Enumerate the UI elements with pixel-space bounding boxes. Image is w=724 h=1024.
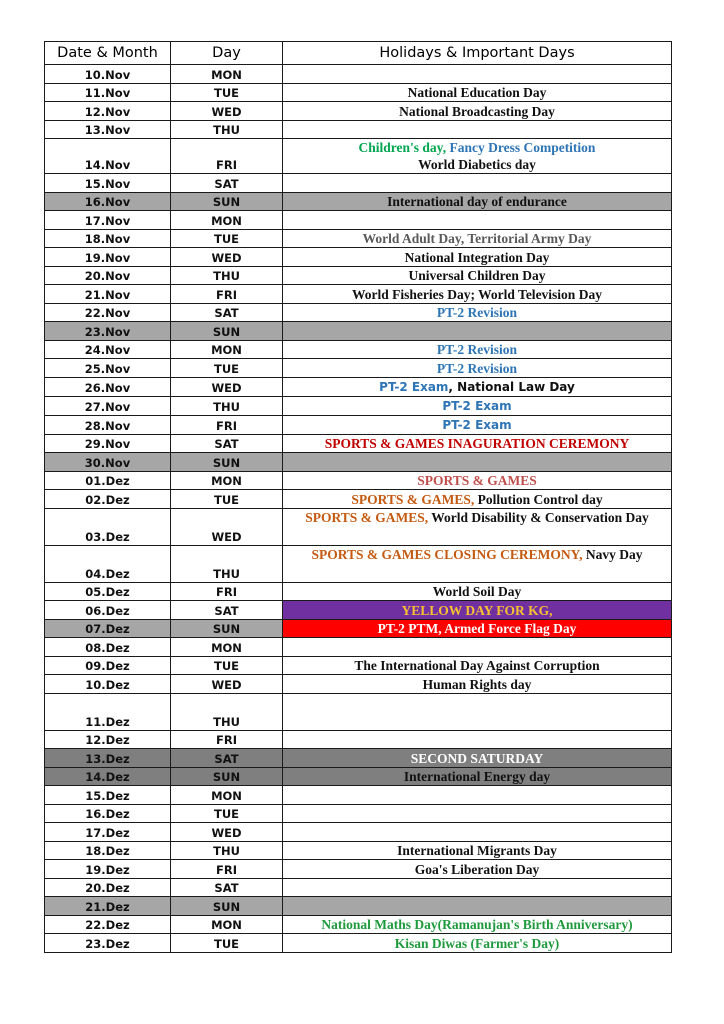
- event-line: [285, 750, 669, 767]
- column-header-date: Date & Month: [45, 42, 171, 65]
- table-row: [45, 377, 672, 396]
- table-row: [45, 508, 672, 545]
- event-line: [285, 916, 669, 933]
- table-row: [45, 860, 672, 879]
- table-row: [45, 601, 672, 620]
- date-cell: 11.Dez: [45, 693, 171, 730]
- events-cell: [283, 878, 672, 897]
- table-row: [45, 693, 672, 730]
- date-cell: 23.Dez: [45, 934, 171, 953]
- event-text: World Adult Day, Territorial Army Day: [362, 231, 592, 246]
- day-cell: SAT: [171, 601, 283, 620]
- events-cell: [283, 211, 672, 230]
- date-cell: 15.Nov: [45, 174, 171, 193]
- event-text: Goa's Liberation Day: [414, 861, 540, 877]
- event-text: SPORTS & GAMES,: [305, 509, 432, 525]
- day-cell: FRI: [171, 415, 283, 434]
- day-cell: WED: [171, 508, 283, 545]
- table-row: [45, 192, 672, 211]
- events-cell: [283, 102, 672, 121]
- day-cell: SUN: [171, 192, 283, 211]
- event-text: PT-2 PTM, Armed Force Flag Day: [377, 621, 577, 636]
- events-cell: [283, 823, 672, 842]
- event-line: [285, 156, 669, 173]
- events-cell: [283, 192, 672, 211]
- date-cell: 20.Dez: [45, 878, 171, 897]
- event-line: [285, 583, 669, 600]
- date-cell: 16.Nov: [45, 192, 171, 211]
- date-cell: 14.Nov: [45, 139, 171, 174]
- day-cell: TUE: [171, 359, 283, 378]
- day-cell: FRI: [171, 285, 283, 304]
- table-row: [45, 656, 672, 675]
- table-row: [45, 545, 672, 582]
- day-cell: SUN: [171, 619, 283, 638]
- event-text: National Broadcasting Day: [399, 103, 555, 119]
- date-cell: 18.Nov: [45, 229, 171, 248]
- events-cell: [283, 453, 672, 472]
- event-line: [285, 360, 669, 377]
- events-cell: [283, 749, 672, 768]
- event-text: World Soil Day: [432, 584, 522, 599]
- table-row: [45, 841, 672, 860]
- event-text: World Fisheries Day; World Television Day: [352, 286, 602, 302]
- table-row: [45, 266, 672, 285]
- table-row: [45, 915, 672, 934]
- events-cell: [283, 693, 672, 730]
- day-cell: SAT: [171, 878, 283, 897]
- table-row: [45, 359, 672, 378]
- events-cell: [283, 804, 672, 823]
- day-cell: WED: [171, 675, 283, 694]
- event-line: [285, 397, 669, 415]
- event-text: SPORTS & GAMES INAGURATION CEREMONY: [324, 436, 630, 451]
- date-cell: 15.Dez: [45, 786, 171, 805]
- events-cell: [283, 303, 672, 322]
- day-cell: FRI: [171, 582, 283, 601]
- event-line: [285, 267, 669, 284]
- events-cell: [283, 174, 672, 193]
- date-cell: 17.Nov: [45, 211, 171, 230]
- date-cell: 13.Nov: [45, 120, 171, 139]
- date-cell: 01.Dez: [45, 471, 171, 490]
- date-cell: 11.Nov: [45, 83, 171, 102]
- event-line: [285, 249, 669, 266]
- date-cell: 30.Nov: [45, 453, 171, 472]
- event-line: [285, 230, 669, 247]
- events-cell: [283, 377, 672, 396]
- event-line: [285, 286, 669, 303]
- event-text: SECOND SATURDAY: [410, 750, 544, 766]
- events-cell: [283, 396, 672, 415]
- event-text: Navy Day: [585, 546, 643, 562]
- table-row: [45, 453, 672, 472]
- table-row: [45, 102, 672, 121]
- date-cell: 22.Dez: [45, 915, 171, 934]
- table-row: [45, 638, 672, 657]
- day-cell: SUN: [171, 897, 283, 916]
- events-cell: [283, 471, 672, 490]
- event-text: International Migrants Day: [397, 843, 557, 858]
- table-row: [45, 303, 672, 322]
- events-cell: [283, 915, 672, 934]
- event-text: PT-2 Exam: [442, 398, 512, 413]
- day-cell: FRI: [171, 139, 283, 174]
- event-line: [285, 842, 669, 859]
- date-cell: 09.Dez: [45, 656, 171, 675]
- events-cell: [283, 582, 672, 601]
- day-cell: THU: [171, 266, 283, 285]
- events-cell: [283, 786, 672, 805]
- table-row: [45, 490, 672, 509]
- table-row: [45, 285, 672, 304]
- day-cell: THU: [171, 693, 283, 730]
- table-row: [45, 340, 672, 359]
- events-cell: [283, 434, 672, 453]
- event-line: [285, 304, 669, 321]
- date-cell: 13.Dez: [45, 749, 171, 768]
- events-cell: [283, 139, 672, 174]
- event-text: PT-2 Revision: [436, 360, 518, 376]
- events-cell: [283, 545, 672, 582]
- event-text: PT-2 Exam: [442, 417, 512, 432]
- table-row: [45, 619, 672, 638]
- events-cell: [283, 508, 672, 545]
- events-cell: [283, 490, 672, 509]
- day-cell: TUE: [171, 229, 283, 248]
- day-cell: TUE: [171, 656, 283, 675]
- events-cell: [283, 860, 672, 879]
- day-cell: SUN: [171, 767, 283, 786]
- day-cell: MON: [171, 65, 283, 84]
- table-row: [45, 897, 672, 916]
- event-text: National Maths Day(Ramanujan's Birth Anniversary): [321, 917, 633, 932]
- table-row: [45, 434, 672, 453]
- calendar-body: [45, 65, 672, 953]
- date-cell: 21.Dez: [45, 897, 171, 916]
- events-cell: [283, 638, 672, 657]
- event-text: PT-2 Revision: [436, 342, 518, 357]
- day-cell: THU: [171, 120, 283, 139]
- event-text: PT-2 Revision: [436, 305, 518, 320]
- table-row: [45, 65, 672, 84]
- date-cell: 28.Nov: [45, 415, 171, 434]
- day-cell: FRI: [171, 730, 283, 749]
- event-line: [285, 491, 669, 508]
- holiday-calendar-table: [44, 41, 672, 953]
- events-cell: [283, 601, 672, 620]
- event-text: World Diabetics day: [418, 157, 536, 172]
- event-line: [285, 620, 669, 637]
- events-cell: [283, 656, 672, 675]
- events-cell: [283, 619, 672, 638]
- event-text: YELLOW DAY FOR KG,: [401, 602, 553, 618]
- date-cell: 25.Nov: [45, 359, 171, 378]
- table-row: [45, 211, 672, 230]
- day-cell: SAT: [171, 303, 283, 322]
- event-line: [285, 861, 669, 878]
- day-cell: SAT: [171, 749, 283, 768]
- events-cell: [283, 415, 672, 434]
- table-row: [45, 229, 672, 248]
- table-row: [45, 415, 672, 434]
- event-line: [285, 657, 669, 674]
- event-line: [285, 509, 669, 526]
- table-row: [45, 322, 672, 341]
- day-cell: TUE: [171, 490, 283, 509]
- table-row: [45, 139, 672, 174]
- event-text: Children's day,: [358, 140, 450, 155]
- table-row: [45, 471, 672, 490]
- events-cell: [283, 322, 672, 341]
- event-text: PT-2 Exam: [379, 379, 449, 394]
- day-cell: WED: [171, 823, 283, 842]
- column-header-day: Day: [171, 42, 283, 65]
- event-text: Universal Children Day: [408, 268, 546, 283]
- day-cell: MON: [171, 915, 283, 934]
- day-cell: MON: [171, 786, 283, 805]
- day-cell: THU: [171, 841, 283, 860]
- table-row: [45, 767, 672, 786]
- date-cell: 12.Dez: [45, 730, 171, 749]
- event-line: [285, 435, 669, 452]
- events-cell: [283, 767, 672, 786]
- date-cell: 06.Dez: [45, 601, 171, 620]
- event-text: Pollution Control day: [477, 491, 603, 507]
- events-cell: [283, 897, 672, 916]
- event-text: , National Law Day: [448, 379, 575, 394]
- day-cell: TUE: [171, 934, 283, 953]
- table-row: [45, 823, 672, 842]
- event-text: Human Rights day: [422, 676, 532, 692]
- table-row: [45, 934, 672, 953]
- day-cell: SAT: [171, 174, 283, 193]
- table-row: [45, 749, 672, 768]
- date-cell: 03.Dez: [45, 508, 171, 545]
- day-cell: WED: [171, 102, 283, 121]
- date-cell: 16.Dez: [45, 804, 171, 823]
- date-cell: 21.Nov: [45, 285, 171, 304]
- table-row: [45, 730, 672, 749]
- day-cell: TUE: [171, 83, 283, 102]
- event-text: SPORTS & GAMES: [417, 473, 537, 488]
- date-cell: 10.Nov: [45, 65, 171, 84]
- table-row: [45, 174, 672, 193]
- day-cell: MON: [171, 340, 283, 359]
- events-cell: [283, 229, 672, 248]
- date-cell: 18.Dez: [45, 841, 171, 860]
- table-row: [45, 248, 672, 267]
- event-line: [285, 416, 669, 434]
- date-cell: 19.Nov: [45, 248, 171, 267]
- date-cell: 23.Nov: [45, 322, 171, 341]
- date-cell: 12.Nov: [45, 102, 171, 121]
- event-line: [285, 472, 669, 489]
- table-row: [45, 675, 672, 694]
- events-cell: [283, 285, 672, 304]
- event-text: SPORTS & GAMES CLOSING CEREMONY,: [311, 546, 586, 562]
- events-cell: [283, 248, 672, 267]
- event-line: [285, 602, 669, 619]
- events-cell: [283, 675, 672, 694]
- event-line: [285, 378, 669, 396]
- event-line: [285, 768, 669, 785]
- day-cell: MON: [171, 211, 283, 230]
- date-cell: 19.Dez: [45, 860, 171, 879]
- day-cell: THU: [171, 396, 283, 415]
- day-cell: WED: [171, 377, 283, 396]
- day-cell: SUN: [171, 322, 283, 341]
- table-row: [45, 582, 672, 601]
- event-text: Kisan Diwas (Farmer's Day): [394, 935, 560, 951]
- events-cell: [283, 65, 672, 84]
- date-cell: 14.Dez: [45, 767, 171, 786]
- event-line: [285, 935, 669, 952]
- date-cell: 10.Dez: [45, 675, 171, 694]
- event-text: Fancy Dress Competition: [449, 140, 596, 155]
- date-cell: 02.Dez: [45, 490, 171, 509]
- event-text: International day of endurance: [387, 194, 567, 209]
- day-cell: WED: [171, 248, 283, 267]
- event-text: World Disability & Conservation Day: [431, 509, 649, 525]
- header-row: [45, 42, 672, 65]
- date-cell: 08.Dez: [45, 638, 171, 657]
- day-cell: MON: [171, 471, 283, 490]
- event-text: National Education Day: [407, 85, 547, 100]
- event-line: [285, 676, 669, 693]
- day-cell: THU: [171, 545, 283, 582]
- date-cell: 29.Nov: [45, 434, 171, 453]
- date-cell: 22.Nov: [45, 303, 171, 322]
- date-cell: 20.Nov: [45, 266, 171, 285]
- table-row: [45, 83, 672, 102]
- event-line: [285, 546, 669, 563]
- event-text: SPORTS & GAMES,: [351, 491, 478, 507]
- event-text: The International Day Against Corruption: [354, 658, 600, 673]
- day-cell: TUE: [171, 804, 283, 823]
- date-cell: 26.Nov: [45, 377, 171, 396]
- event-line: [285, 341, 669, 358]
- events-cell: [283, 266, 672, 285]
- date-cell: 05.Dez: [45, 582, 171, 601]
- table-row: [45, 878, 672, 897]
- event-line: [285, 103, 669, 120]
- day-cell: SUN: [171, 453, 283, 472]
- table-row: [45, 786, 672, 805]
- date-cell: 24.Nov: [45, 340, 171, 359]
- day-cell: FRI: [171, 860, 283, 879]
- events-cell: [283, 120, 672, 139]
- table-row: [45, 396, 672, 415]
- events-cell: [283, 340, 672, 359]
- event-text: International Energy day: [403, 769, 551, 784]
- events-cell: [283, 730, 672, 749]
- column-header-events: Holidays & Important Days: [283, 42, 672, 65]
- event-line: [285, 139, 669, 156]
- day-cell: MON: [171, 638, 283, 657]
- events-cell: [283, 934, 672, 953]
- day-cell: SAT: [171, 434, 283, 453]
- date-cell: 07.Dez: [45, 619, 171, 638]
- table-row: [45, 120, 672, 139]
- event-line: [285, 193, 669, 210]
- events-cell: [283, 359, 672, 378]
- event-line: [285, 84, 669, 101]
- events-cell: [283, 841, 672, 860]
- table-row: [45, 804, 672, 823]
- event-text: National Integration Day: [404, 249, 550, 265]
- date-cell: 04.Dez: [45, 545, 171, 582]
- date-cell: 27.Nov: [45, 396, 171, 415]
- events-cell: [283, 83, 672, 102]
- date-cell: 17.Dez: [45, 823, 171, 842]
